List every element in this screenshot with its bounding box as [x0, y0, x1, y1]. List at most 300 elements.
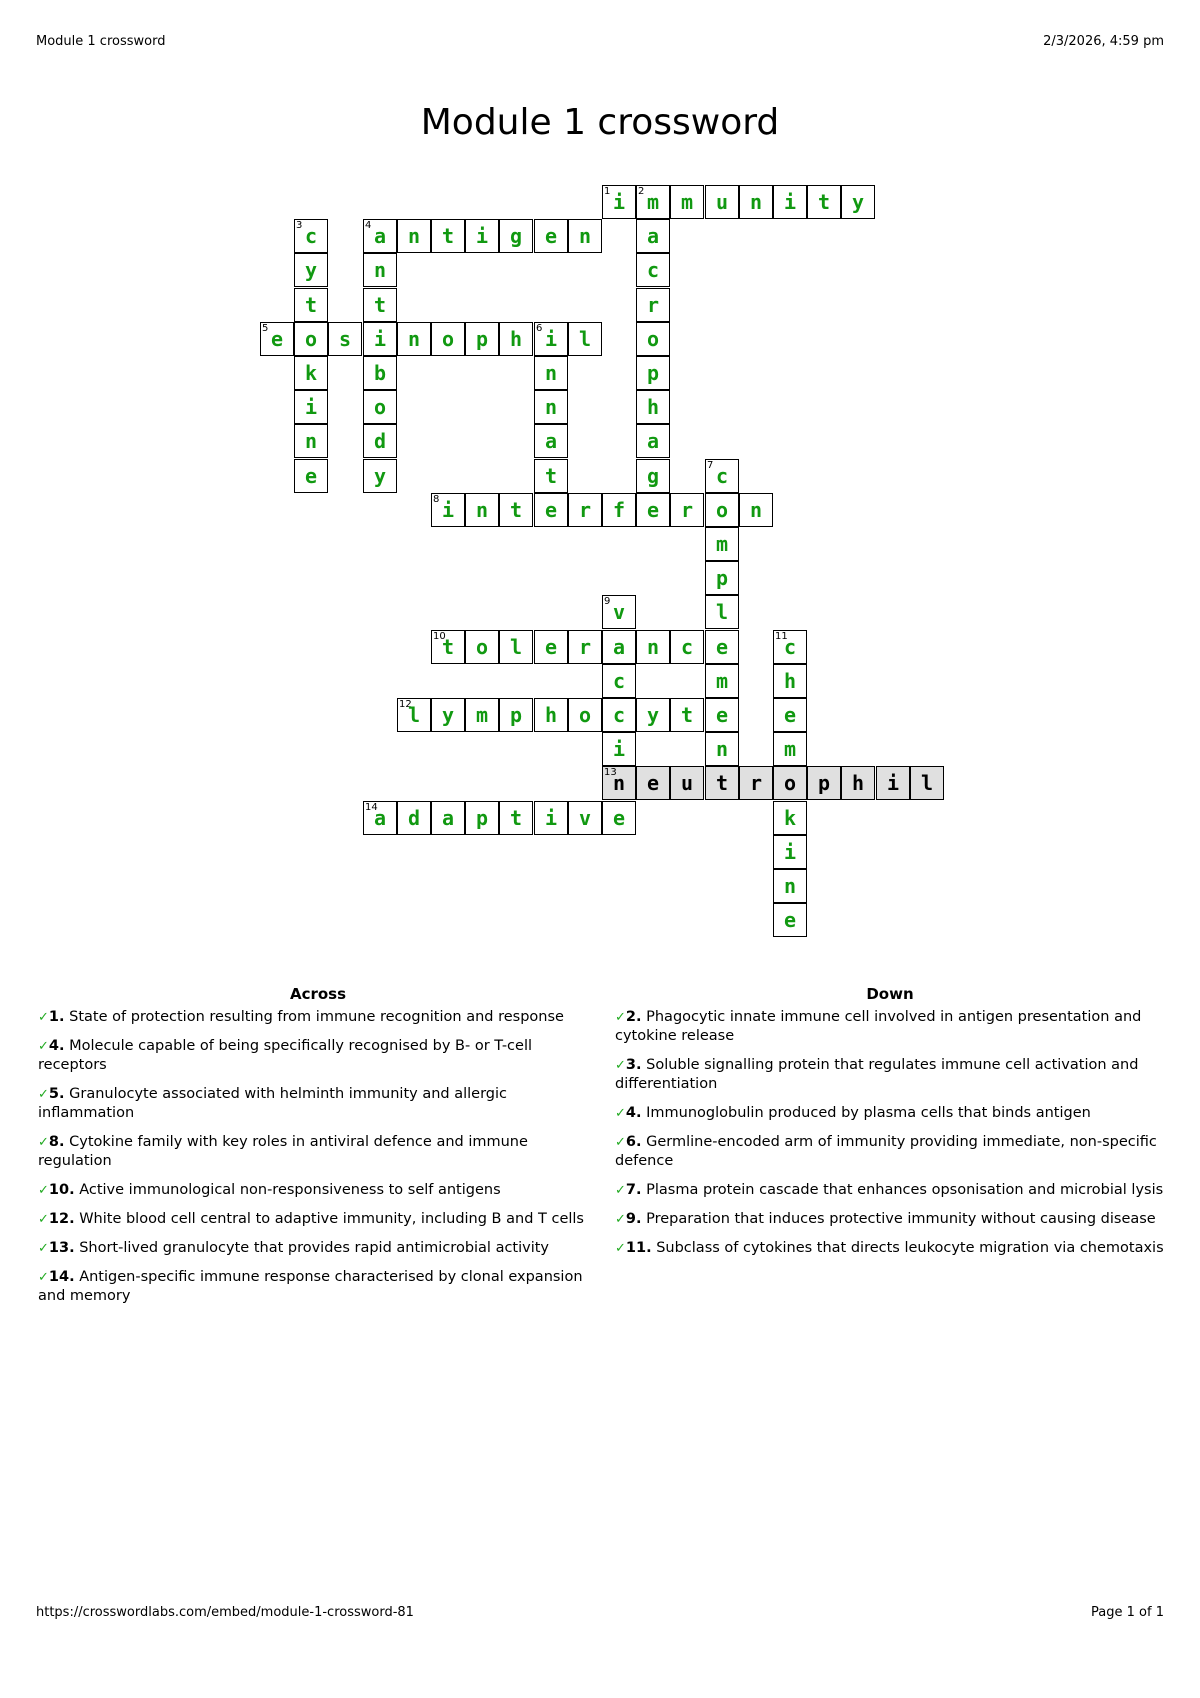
clue-item[interactable]	[38, 1037, 598, 1075]
clue-number: 9.	[625, 1211, 642, 1227]
cell-letter: o	[475, 635, 489, 659]
grid-cell[interactable]	[363, 801, 397, 835]
cell-number: 9	[604, 596, 611, 607]
grid-cell[interactable]	[636, 493, 670, 527]
grid-cell[interactable]	[568, 801, 602, 835]
clue-number: 2.	[625, 1009, 642, 1025]
check-icon: ✓	[38, 1039, 49, 1054]
grid-cell[interactable]	[705, 766, 739, 800]
cell-letter: t	[509, 498, 523, 522]
grid-cell[interactable]	[670, 766, 704, 800]
grid-cell[interactable]	[260, 322, 294, 356]
clue-number: 4.	[625, 1105, 642, 1121]
grid-cell[interactable]	[705, 459, 739, 493]
clue-item[interactable]	[615, 1056, 1165, 1094]
clue-text: Subclass of cytokines that directs leukocyte migration via chemotaxis	[656, 1240, 1164, 1256]
clue-item[interactable]	[615, 1008, 1165, 1046]
cell-letter: f	[612, 498, 626, 522]
clue-text: Phagocytic innate immune cell involved in antigen presentation and cytokine release	[615, 1009, 1142, 1044]
cell-letter: c	[612, 669, 626, 693]
clue-text: Cytokine family with key roles in antiviral defence and immune regulation	[38, 1134, 528, 1169]
grid-cell[interactable]	[397, 322, 431, 356]
cell-letter: e	[544, 498, 558, 522]
cell-number: 12	[399, 699, 412, 710]
header-title: Module 1 crossword	[36, 34, 166, 49]
cell-number: 8	[433, 494, 440, 505]
page-title: Module 1 crossword	[420, 102, 780, 143]
grid-cell[interactable]	[602, 630, 636, 664]
grid-cell[interactable]	[602, 595, 636, 629]
grid-cell[interactable]	[568, 322, 602, 356]
grid-cell[interactable]	[534, 424, 568, 458]
cell-letter: e	[544, 224, 558, 248]
cell-letter: h	[646, 395, 660, 419]
clue-item[interactable]	[615, 1104, 1165, 1123]
cell-number: 4	[365, 220, 372, 231]
clue-number: 12.	[48, 1211, 75, 1227]
cell-letter: r	[578, 635, 592, 659]
cell-number: 10	[433, 631, 446, 642]
cell-letter: l	[715, 600, 729, 624]
grid-cell[interactable]	[636, 630, 670, 664]
grid-cell[interactable]	[294, 424, 328, 458]
check-icon: ✓	[615, 1212, 626, 1227]
grid-cell[interactable]	[636, 766, 670, 800]
grid-cell[interactable]	[499, 698, 533, 732]
cell-letter: n	[749, 498, 763, 522]
grid-cell[interactable]	[705, 664, 739, 698]
cell-letter: o	[646, 327, 660, 351]
grid-cell[interactable]	[773, 185, 807, 219]
clue-item[interactable]	[615, 1133, 1165, 1171]
cell-letter: a	[646, 429, 660, 453]
clue-item[interactable]	[38, 1085, 598, 1123]
grid-cell[interactable]	[534, 390, 568, 424]
cell-letter: n	[373, 258, 387, 282]
grid-cell[interactable]	[431, 630, 465, 664]
grid-cell[interactable]	[739, 493, 773, 527]
grid-cell[interactable]	[397, 801, 431, 835]
clue-text: State of protection resulting from immune recognition and response	[69, 1009, 564, 1025]
grid-cell[interactable]	[363, 219, 397, 253]
across-clues	[38, 985, 598, 1316]
grid-cell[interactable]	[397, 219, 431, 253]
cell-letter: a	[373, 806, 387, 830]
check-icon: ✓	[38, 1212, 49, 1227]
cell-letter: e	[783, 703, 797, 727]
grid-cell[interactable]	[602, 493, 636, 527]
cell-letter: a	[544, 429, 558, 453]
clue-text: Granulocyte associated with helminth immunity and allergic inflammation	[38, 1086, 507, 1121]
grid-cell[interactable]	[568, 493, 602, 527]
cell-letter: r	[749, 771, 763, 795]
cell-letter: i	[612, 190, 626, 214]
cell-letter: m	[715, 532, 729, 556]
cell-letter: b	[373, 361, 387, 385]
grid-cell[interactable]	[670, 630, 704, 664]
grid-cell[interactable]	[807, 185, 841, 219]
cell-letter: p	[817, 771, 831, 795]
clue-text: Immunoglobulin produced by plasma cells that binds antigen	[646, 1105, 1091, 1121]
cell-letter: o	[578, 703, 592, 727]
cell-letter: y	[441, 703, 455, 727]
clue-text: Germline-encoded arm of immunity providing immediate, non-specific defence	[615, 1134, 1157, 1169]
down-clues	[615, 985, 1165, 1268]
grid-cell[interactable]	[294, 322, 328, 356]
cell-letter: t	[441, 224, 455, 248]
footer-url[interactable]: https://crosswordlabs.com/embed/module-1-crossword-81	[36, 1605, 414, 1620]
cell-letter: p	[715, 566, 729, 590]
clue-item[interactable]	[615, 1239, 1165, 1258]
grid-cell[interactable]	[499, 493, 533, 527]
clue-item[interactable]	[38, 1008, 598, 1027]
cell-letter: i	[612, 737, 626, 761]
grid-cell[interactable]	[363, 253, 397, 287]
cell-letter: n	[646, 635, 660, 659]
grid-cell[interactable]	[807, 766, 841, 800]
check-icon: ✓	[615, 1241, 626, 1256]
clue-number: 13.	[48, 1240, 75, 1256]
cell-letter: m	[715, 669, 729, 693]
grid-cell[interactable]	[499, 219, 533, 253]
grid-cell[interactable]	[636, 459, 670, 493]
cell-letter: o	[304, 327, 318, 351]
grid-cell[interactable]	[705, 527, 739, 561]
cell-letter: i	[783, 190, 797, 214]
cell-letter: g	[509, 224, 523, 248]
cell-letter: l	[578, 327, 592, 351]
grid-cell[interactable]	[636, 424, 670, 458]
check-icon: ✓	[38, 1183, 49, 1198]
cell-letter: y	[646, 703, 660, 727]
grid-cell[interactable]	[534, 698, 568, 732]
grid-cell[interactable]	[431, 493, 465, 527]
cell-letter: i	[544, 327, 558, 351]
cell-letter: l	[407, 703, 421, 727]
clue-number: 8.	[48, 1134, 65, 1150]
cell-letter: n	[407, 224, 421, 248]
grid-cell[interactable]	[534, 801, 568, 835]
clue-number: 10.	[48, 1182, 75, 1198]
grid-cell[interactable]	[636, 288, 670, 322]
grid-cell[interactable]	[636, 390, 670, 424]
check-icon: ✓	[615, 1183, 626, 1198]
cell-letter: n	[407, 327, 421, 351]
grid-cell[interactable]	[465, 322, 499, 356]
grid-cell[interactable]	[773, 835, 807, 869]
cell-letter: c	[680, 635, 694, 659]
clue-text: Plasma protein cascade that enhances opsonisation and microbial lysis	[646, 1182, 1164, 1198]
cell-letter: n	[475, 498, 489, 522]
cell-letter: p	[475, 327, 489, 351]
grid-cell[interactable]	[294, 288, 328, 322]
cell-letter: t	[373, 293, 387, 317]
clue-number: 6.	[625, 1134, 642, 1150]
grid-cell[interactable]	[670, 698, 704, 732]
grid-cell[interactable]	[773, 801, 807, 835]
grid-cell[interactable]	[431, 698, 465, 732]
cell-letter: y	[304, 258, 318, 282]
grid-cell[interactable]	[773, 869, 807, 903]
grid-cell[interactable]	[465, 219, 499, 253]
clue-item[interactable]	[615, 1210, 1165, 1229]
cell-number: 3	[296, 220, 303, 231]
cell-letter: o	[783, 771, 797, 795]
clue-item[interactable]	[38, 1133, 598, 1171]
cell-letter: e	[612, 806, 626, 830]
grid-cell[interactable]	[294, 253, 328, 287]
grid-cell[interactable]	[602, 698, 636, 732]
cell-number: 1	[604, 186, 611, 197]
cell-letter: a	[646, 224, 660, 248]
grid-cell[interactable]	[773, 698, 807, 732]
grid-cell[interactable]	[534, 219, 568, 253]
check-icon: ✓	[38, 1270, 49, 1285]
cell-letter: n	[544, 395, 558, 419]
grid-cell[interactable]	[602, 732, 636, 766]
cell-letter: o	[441, 327, 455, 351]
down-heading: Down	[866, 985, 914, 1003]
cell-letter: u	[680, 771, 694, 795]
grid-cell[interactable]	[363, 424, 397, 458]
cell-letter: r	[680, 498, 694, 522]
cell-letter: t	[680, 703, 694, 727]
across-heading: Across	[289, 985, 347, 1003]
grid-cell[interactable]	[568, 219, 602, 253]
cell-letter: h	[509, 327, 523, 351]
cell-number: 5	[262, 323, 269, 334]
cell-letter: o	[373, 395, 387, 419]
cell-letter: o	[715, 498, 729, 522]
grid-cell[interactable]	[705, 185, 739, 219]
cell-letter: n	[715, 737, 729, 761]
grid-cell[interactable]	[294, 356, 328, 390]
check-icon: ✓	[615, 1058, 626, 1073]
grid-cell[interactable]	[773, 732, 807, 766]
cell-letter: a	[441, 806, 455, 830]
cell-letter: e	[646, 498, 660, 522]
grid-cell[interactable]	[568, 630, 602, 664]
grid-cell[interactable]	[773, 664, 807, 698]
cell-letter: i	[475, 224, 489, 248]
grid-cell[interactable]	[294, 459, 328, 493]
cell-letter: n	[749, 190, 763, 214]
grid-cell[interactable]	[773, 630, 807, 664]
clue-number: 4.	[48, 1038, 65, 1054]
cell-letter: n	[783, 874, 797, 898]
grid-cell[interactable]	[773, 766, 807, 800]
cell-letter: k	[783, 806, 797, 830]
cell-letter: t	[441, 635, 455, 659]
cell-number: 2	[638, 186, 645, 197]
grid-cell[interactable]	[363, 356, 397, 390]
grid-cell[interactable]	[602, 766, 636, 800]
grid-cell[interactable]	[670, 185, 704, 219]
cell-letter: e	[304, 464, 318, 488]
cell-letter: v	[578, 806, 592, 830]
cell-letter: h	[851, 771, 865, 795]
grid-cell[interactable]	[636, 698, 670, 732]
cell-letter: g	[646, 464, 660, 488]
grid-cell[interactable]	[739, 766, 773, 800]
cell-letter: v	[612, 600, 626, 624]
cell-letter: m	[646, 190, 660, 214]
cell-letter: t	[715, 771, 729, 795]
cell-letter: r	[578, 498, 592, 522]
grid-cell[interactable]	[670, 493, 704, 527]
clue-number: 3.	[625, 1057, 642, 1073]
check-icon: ✓	[38, 1087, 49, 1102]
grid-cell[interactable]	[602, 664, 636, 698]
grid-cell[interactable]	[328, 322, 362, 356]
grid-cell[interactable]	[636, 356, 670, 390]
grid-cell[interactable]	[431, 322, 465, 356]
cell-letter: a	[612, 635, 626, 659]
grid-cell[interactable]	[499, 801, 533, 835]
clue-item[interactable]	[615, 1181, 1165, 1200]
grid-cell[interactable]	[636, 253, 670, 287]
cell-letter: c	[646, 258, 660, 282]
cell-number: 6	[536, 323, 543, 334]
cell-letter: r	[646, 293, 660, 317]
grid-cell[interactable]	[705, 595, 739, 629]
grid-cell[interactable]	[602, 185, 636, 219]
cell-letter: s	[338, 327, 352, 351]
check-icon: ✓	[615, 1010, 626, 1025]
grid-cell[interactable]	[705, 630, 739, 664]
cell-letter: l	[509, 635, 523, 659]
grid-cell[interactable]	[568, 698, 602, 732]
grid-cell[interactable]	[534, 493, 568, 527]
cell-letter: t	[817, 190, 831, 214]
grid-cell[interactable]	[465, 493, 499, 527]
cell-letter: m	[680, 190, 694, 214]
grid-cell[interactable]	[363, 288, 397, 322]
grid-cell[interactable]	[431, 219, 465, 253]
clue-text: Soluble signalling protein that regulates immune cell activation and differentiation	[615, 1057, 1139, 1092]
cell-number: 11	[775, 631, 788, 642]
grid-cell[interactable]	[910, 766, 944, 800]
check-icon: ✓	[38, 1241, 49, 1256]
clue-text: Active immunological non-responsiveness to self antigens	[79, 1182, 501, 1198]
grid-cell[interactable]	[294, 219, 328, 253]
clue-text: Preparation that induces protective immunity without causing disease	[646, 1211, 1156, 1227]
cell-letter: i	[783, 840, 797, 864]
cell-letter: l	[920, 771, 934, 795]
cell-letter: d	[373, 429, 387, 453]
cell-letter: t	[509, 806, 523, 830]
cell-letter: d	[407, 806, 421, 830]
cell-letter: e	[270, 327, 284, 351]
cell-letter: i	[544, 806, 558, 830]
cell-letter: m	[475, 703, 489, 727]
grid-cell[interactable]	[499, 630, 533, 664]
grid-cell[interactable]	[602, 801, 636, 835]
cell-letter: n	[544, 361, 558, 385]
grid-cell[interactable]	[363, 459, 397, 493]
clue-item[interactable]	[38, 1268, 598, 1306]
grid-cell[interactable]	[499, 322, 533, 356]
check-icon: ✓	[38, 1135, 49, 1150]
grid-cell[interactable]	[705, 561, 739, 595]
cell-letter: i	[304, 395, 318, 419]
clue-item[interactable]	[38, 1181, 598, 1200]
cell-letter: y	[373, 464, 387, 488]
grid-cell[interactable]	[431, 801, 465, 835]
grid-cell[interactable]	[636, 219, 670, 253]
check-icon: ✓	[38, 1010, 49, 1025]
grid-cell[interactable]	[363, 322, 397, 356]
grid-cell[interactable]	[465, 630, 499, 664]
grid-cell[interactable]	[294, 390, 328, 424]
grid-cell[interactable]	[739, 185, 773, 219]
grid-cell[interactable]	[773, 903, 807, 937]
check-icon: ✓	[615, 1106, 626, 1121]
grid-cell[interactable]	[636, 185, 670, 219]
grid-cell[interactable]	[534, 322, 568, 356]
clue-number: 7.	[625, 1182, 642, 1198]
header-datetime: 2/3/2026, 4:59 pm	[1043, 34, 1164, 49]
cell-number: 14	[365, 802, 378, 813]
cell-number: 13	[604, 767, 617, 778]
clue-number: 5.	[48, 1086, 65, 1102]
grid-cell[interactable]	[465, 801, 499, 835]
grid-cell[interactable]	[465, 698, 499, 732]
grid-cell[interactable]	[397, 698, 431, 732]
grid-cell[interactable]	[534, 459, 568, 493]
grid-cell[interactable]	[876, 766, 910, 800]
cell-letter: h	[544, 703, 558, 727]
grid-cell[interactable]	[636, 322, 670, 356]
cell-letter: e	[715, 635, 729, 659]
cell-letter: e	[715, 703, 729, 727]
cell-letter: n	[304, 429, 318, 453]
cell-letter: e	[544, 635, 558, 659]
cell-letter: p	[509, 703, 523, 727]
cell-letter: i	[373, 327, 387, 351]
cell-letter: k	[304, 361, 318, 385]
grid-cell[interactable]	[705, 493, 739, 527]
cell-letter: y	[851, 190, 865, 214]
cell-letter: c	[783, 635, 797, 659]
grid-cell[interactable]	[841, 185, 875, 219]
cell-letter: a	[373, 224, 387, 248]
cell-number: 7	[707, 460, 714, 471]
clue-item[interactable]	[38, 1210, 598, 1229]
cell-letter: p	[646, 361, 660, 385]
cell-letter: c	[715, 464, 729, 488]
cell-letter: i	[886, 771, 900, 795]
grid-cell[interactable]	[705, 732, 739, 766]
check-icon: ✓	[615, 1135, 626, 1150]
cell-letter: h	[783, 669, 797, 693]
clue-number: 11.	[625, 1240, 652, 1256]
grid-cell[interactable]	[705, 698, 739, 732]
grid-cell[interactable]	[534, 356, 568, 390]
cell-letter: c	[304, 224, 318, 248]
grid-cell[interactable]	[363, 390, 397, 424]
cell-letter: n	[578, 224, 592, 248]
grid-cell[interactable]	[841, 766, 875, 800]
cell-letter: t	[544, 464, 558, 488]
clue-number: 1.	[48, 1009, 65, 1025]
clue-text: Short-lived granulocyte that provides rapid antimicrobial activity	[79, 1240, 550, 1256]
clue-item[interactable]	[38, 1239, 598, 1258]
cell-letter: i	[441, 498, 455, 522]
cell-letter: c	[612, 703, 626, 727]
cell-letter: m	[783, 737, 797, 761]
grid-cell[interactable]	[534, 630, 568, 664]
